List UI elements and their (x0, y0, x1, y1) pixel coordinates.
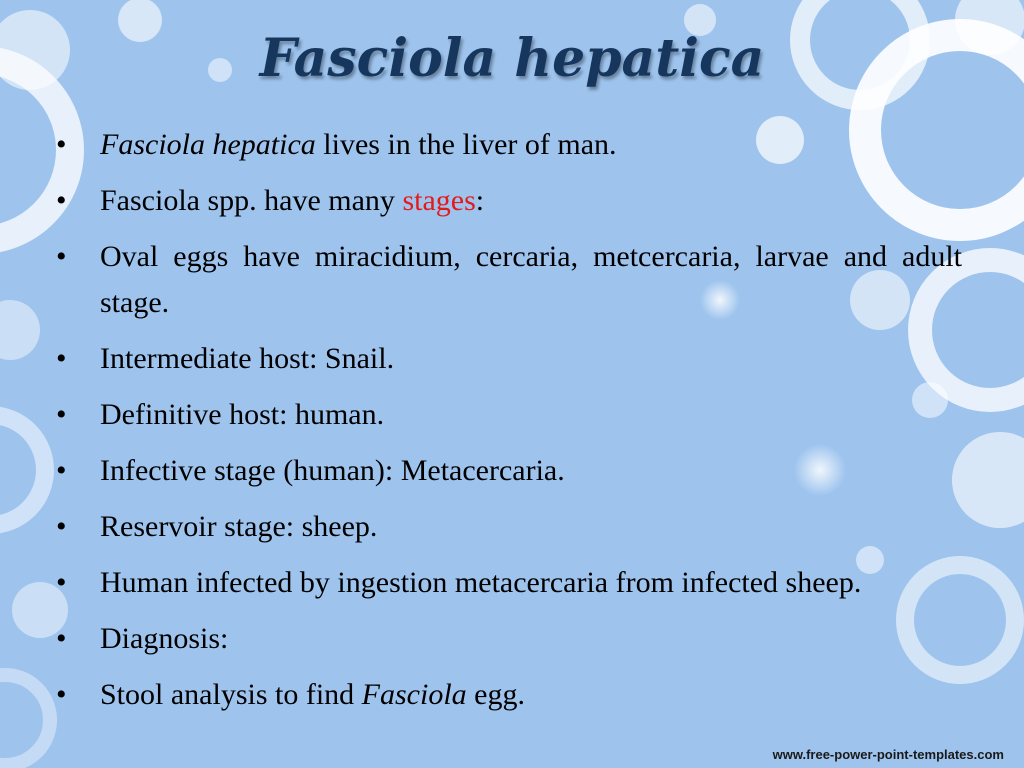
bullet-item (56, 616, 962, 662)
bullet-item (56, 392, 962, 438)
bullet-text: Stool analysis to find (100, 678, 362, 711)
bullet-item (56, 504, 962, 550)
bullet-text: lives in the liver of man. (315, 128, 617, 161)
bullet-item (56, 234, 962, 326)
bullet-text-after: : (475, 184, 485, 217)
bullet-text: Definitive host: human. (100, 398, 385, 431)
bullet-item (56, 672, 962, 718)
bullet-list (56, 122, 962, 728)
bullet-item (56, 178, 962, 224)
bullet-italic-text: Fasciola hepatica (100, 128, 316, 161)
bullet-text: Intermediate host: Snail. (100, 342, 395, 375)
bullet-text-after: egg. (466, 678, 525, 711)
highlighted-word: stages (402, 184, 476, 217)
slide-title: Fasciola hepatica (259, 28, 765, 89)
bullet-item (56, 336, 962, 382)
bullet-text: Fasciola spp. have many (100, 184, 403, 217)
bullet-text: Human infected by ingestion metacercaria from infected sheep. (100, 566, 862, 599)
bullet-item (56, 560, 962, 606)
bullet-text: Oval eggs have miracidium, cercaria, metcercaria, larvae and adult stage. (100, 240, 962, 319)
bullet-text: Infective stage (human): Metacercaria. (100, 454, 565, 487)
bullet-item (56, 448, 962, 494)
bullet-text: Diagnosis: (100, 622, 229, 655)
bullet-text: Reservoir stage: sheep. (100, 510, 378, 543)
bullet-item (56, 122, 962, 168)
bullet-italic-text: Fasciola (361, 678, 467, 711)
footer-watermark: www.free-power-point-templates.com (772, 747, 1004, 762)
